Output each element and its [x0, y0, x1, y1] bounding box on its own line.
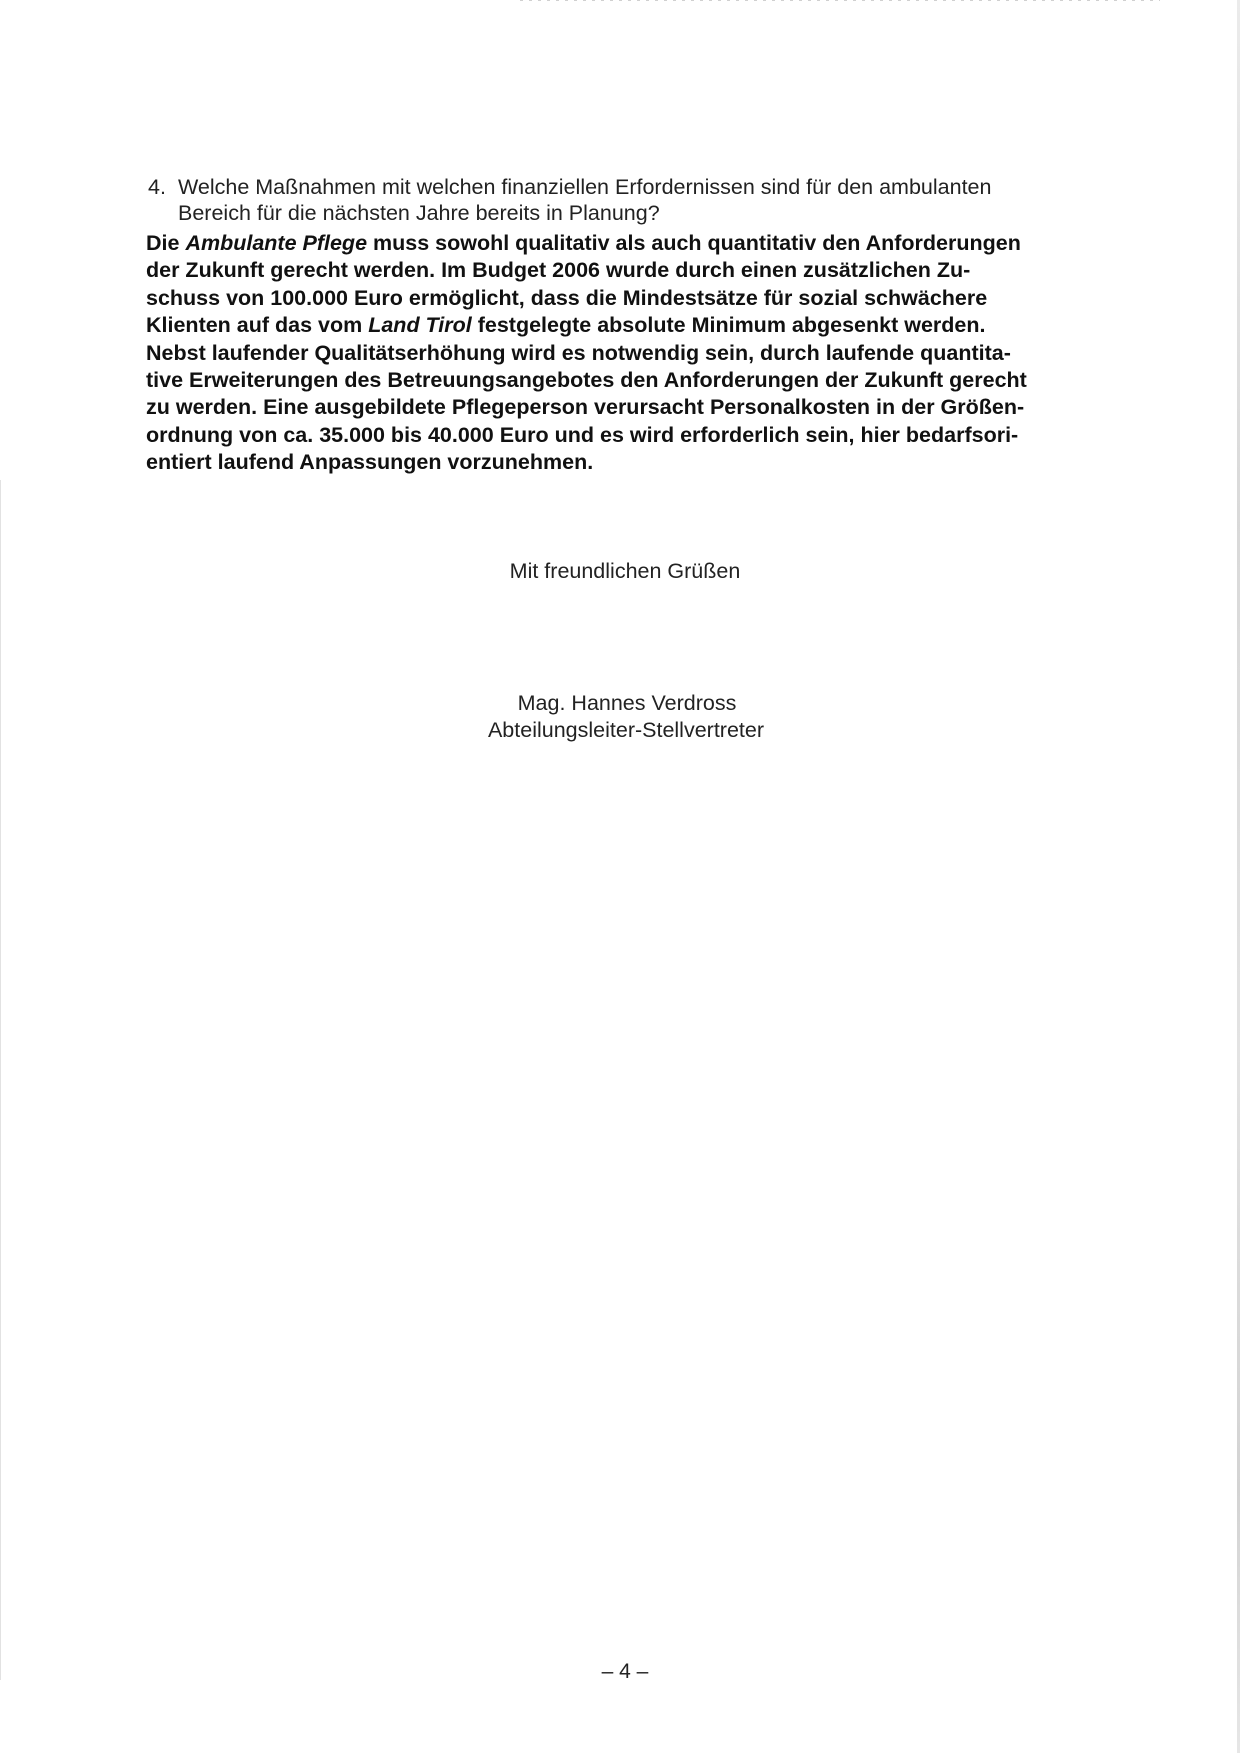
land-tirol-emphasis: Land Tirol — [368, 313, 472, 338]
question-number: 4. — [148, 175, 166, 199]
answer-line-7: zu werden. Eine ausgebildete Pflegeperson verursacht Personalkosten in der Größen- — [146, 395, 1025, 420]
signatory-name: Mag. Hannes Verdross — [517, 691, 737, 715]
scan-edge-top — [520, 0, 1160, 1]
closing-greeting — [0, 558, 1240, 584]
answer-line-6: tive Erweiterungen des Betreuungsangebotes den Anforderungen der Zukunft gerecht — [146, 368, 1027, 393]
answer-line-4-end: festgelegte absolute Minimum abgesenkt werden. — [471, 313, 986, 338]
page-number-text: – 4 – — [601, 1660, 649, 1683]
question-line-1: Welche Maßnahmen mit welchen finanziellen Erfordernissen sind für den ambulanten — [178, 175, 992, 199]
question-text — [148, 174, 1068, 226]
signature-block — [0, 690, 1240, 744]
answer-line-9: entiert laufend Anpassungen vorzunehmen. — [146, 450, 594, 475]
answer-line-5: Nebst laufender Qualitätserhöhung wird es notwendig sein, durch laufende quantita- — [146, 340, 1011, 365]
greeting-text: Mit freundlichen Grüßen — [509, 559, 741, 583]
ambulante-pflege-emphasis: Ambulante Pflege — [185, 231, 368, 255]
answer-line-1 — [146, 230, 1096, 257]
question-line-2: Bereich für die nächsten Jahre bereits in Planung? — [178, 201, 660, 225]
answer-line-4-start: Klienten auf das vom — [146, 313, 369, 338]
answer-line-1-start: Die — [146, 231, 186, 255]
answer-line-2: der Zukunft gerecht werden. Im Budget 2006 wurde durch einen zusätzlichen Zu- — [146, 258, 971, 283]
answer-line-8: ordnung von ca. 35.000 bis 40.000 Euro und es wird erforderlich sein, hier bedarfsori- — [146, 422, 1019, 447]
page-number — [0, 1660, 1240, 1684]
answer-paragraph — [146, 230, 1096, 477]
answer-line-3: schuss von 100.000 Euro ermöglicht, dass die Mindestsätze für sozial schwächere — [146, 285, 988, 310]
answer-line-1-end: muss sowohl qualitativ als auch quantitativ den Anforderungen — [367, 231, 1021, 255]
answer-line-4 — [146, 312, 1096, 339]
signatory-title: Abteilungsleiter-Stellvertreter — [487, 718, 765, 742]
question-4 — [148, 174, 1068, 226]
scan-edge-left — [0, 480, 1, 1680]
